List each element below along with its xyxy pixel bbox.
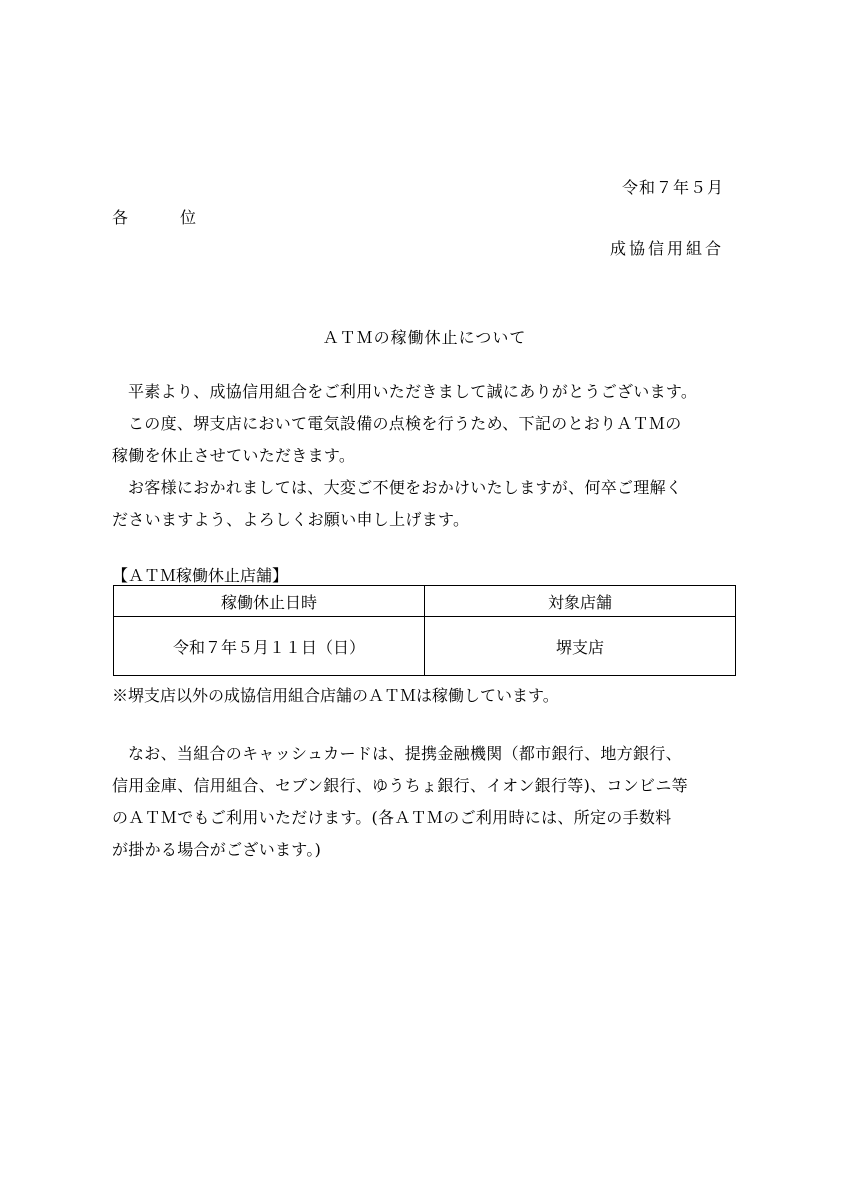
body-line-3: 稼働を休止させていただきます。 xyxy=(112,446,356,465)
table-header-row xyxy=(114,586,736,617)
body-line-2: この度、堺支店において電気設備の点検を行うため、下記のとおりＡＴＭの xyxy=(128,414,682,433)
issuer-name: 成協信用組合 xyxy=(609,239,724,258)
addressee-part-1: 各 xyxy=(112,208,129,227)
body-paragraph xyxy=(112,376,742,536)
footer-line-3: のＡＴＭでもご利用いただけます。(各ＡＴＭのご利用時には、所定の手数料 xyxy=(112,808,672,827)
document-title: ＡＴＭの稼働休止について xyxy=(322,328,527,347)
suspension-table xyxy=(113,585,736,676)
body-line-1: 平素より、成協信用組合をご利用いただきまして誠にありがとうございます。 xyxy=(128,382,698,401)
issue-date: 令和７年５月 xyxy=(621,178,724,197)
table-row xyxy=(114,617,736,676)
addressee xyxy=(112,205,196,228)
footer-paragraph xyxy=(112,738,742,866)
addressee-part-2: 位 xyxy=(180,208,197,227)
body-line-4: お客様におかれましては、大変ご不便をおかけいたしますが、何卒ご理解く xyxy=(128,478,683,497)
table-note: ※堺支店以外の成協信用組合店舗のＡＴＭは稼働しています。 xyxy=(112,686,559,705)
footer-line-1: なお、当組合のキャッシュカードは、提携金融機関（都市銀行、地方銀行、 xyxy=(128,744,682,763)
table-header-branch: 対象店舗 xyxy=(425,586,736,617)
body-line-5: ださいますよう、よろしくお願い申し上げます。 xyxy=(112,510,470,529)
table-cell-branch: 堺支店 xyxy=(425,617,736,676)
footer-line-4: が掛かる場合がございます。) xyxy=(112,840,322,859)
table-cell-datetime: 令和７年５月１１日（日） xyxy=(114,617,425,676)
table-header-datetime: 稼働休止日時 xyxy=(114,586,425,617)
footer-line-2: 信用金庫、信用組合、セブン銀行、ゆうちょ銀行、イオン銀行等)、コンビニ等 xyxy=(112,776,688,795)
section-label: 【ＡＴＭ稼働休止店舗】 xyxy=(112,566,289,585)
